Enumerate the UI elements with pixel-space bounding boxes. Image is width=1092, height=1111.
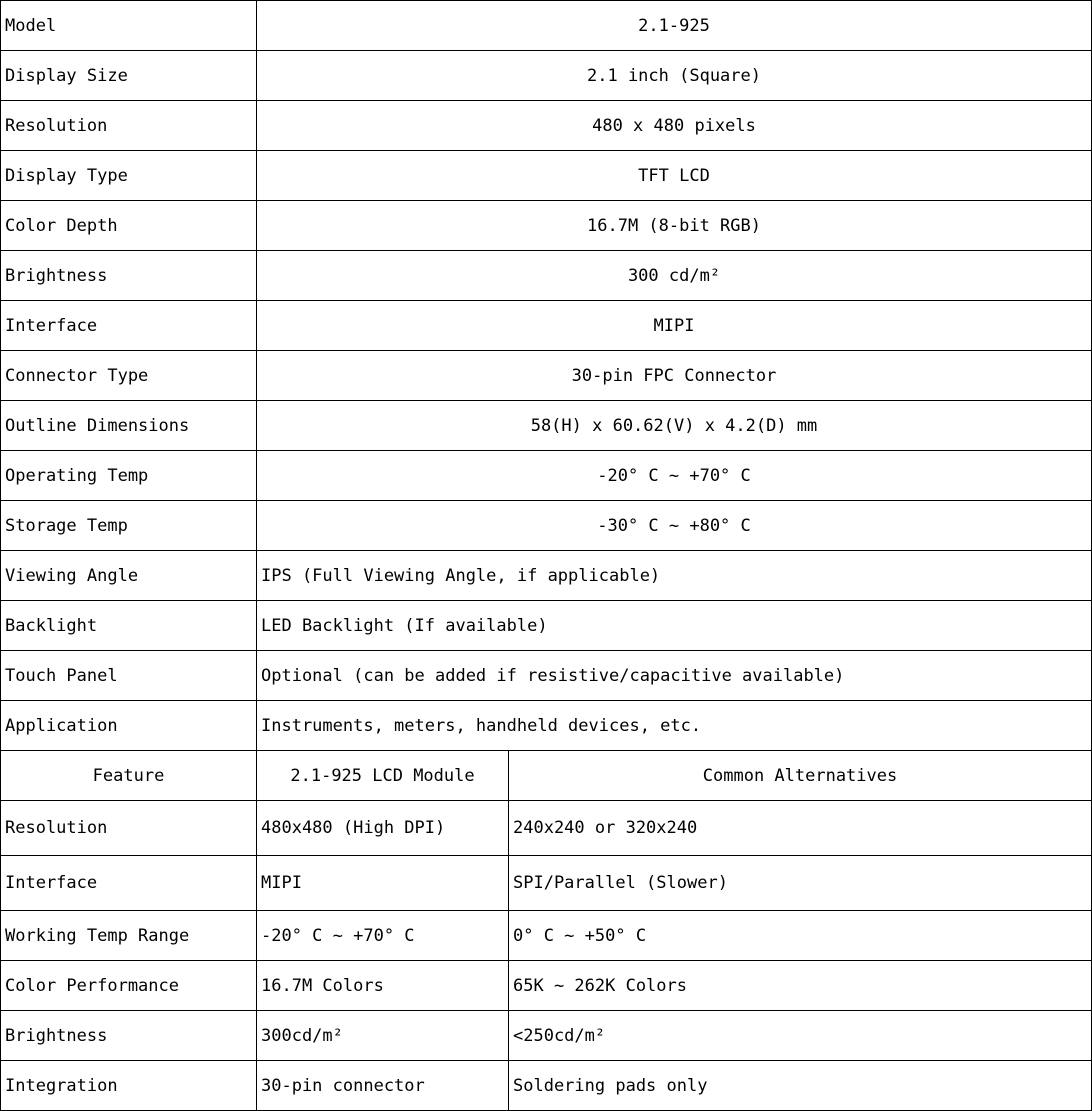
spec-row-color-depth [1, 201, 1092, 251]
comparison-module-value: 30-pin connector [257, 1061, 509, 1111]
spec-row-operating-temp [1, 451, 1092, 501]
spec-row-connector-type [1, 351, 1092, 401]
spec-label: Operating Temp [1, 451, 257, 501]
spec-row-brightness [1, 251, 1092, 301]
spec-value: MIPI [257, 301, 1092, 351]
spec-label: Brightness [1, 251, 257, 301]
comparison-feature: Interface [1, 856, 257, 911]
spec-row-interface [1, 301, 1092, 351]
header-module: 2.1-925 LCD Module [257, 751, 509, 801]
spec-label: Display Size [1, 51, 257, 101]
spec-row-viewing-angle [1, 551, 1092, 601]
comparison-alternative-value: 0° C ~ +50° C [509, 911, 1092, 961]
spec-label: Display Type [1, 151, 257, 201]
spec-value: TFT LCD [257, 151, 1092, 201]
spec-label: Outline Dimensions [1, 401, 257, 451]
comparison-feature: Color Performance [1, 961, 257, 1011]
spec-row-resolution [1, 101, 1092, 151]
comparison-module-value: 480x480 (High DPI) [257, 801, 509, 856]
comparison-feature: Integration [1, 1061, 257, 1111]
spec-value: Optional (can be added if resistive/capacitive available) [257, 651, 1092, 701]
comparison-alternative-value: Soldering pads only [509, 1061, 1092, 1111]
header-alternatives: Common Alternatives [509, 751, 1092, 801]
spec-value: 2.1 inch (Square) [257, 51, 1092, 101]
comparison-alternative-value: 240x240 or 320x240 [509, 801, 1092, 856]
spec-value: 300 cd/m² [257, 251, 1092, 301]
comparison-header-row [1, 751, 1092, 801]
comparison-row-working-temp [1, 911, 1092, 961]
comparison-row-integration [1, 1061, 1092, 1111]
spec-value: -30° C ~ +80° C [257, 501, 1092, 551]
spec-label: Color Depth [1, 201, 257, 251]
comparison-feature: Brightness [1, 1011, 257, 1061]
comparison-row-color-performance [1, 961, 1092, 1011]
comparison-alternative-value: <250cd/m² [509, 1011, 1092, 1061]
comparison-feature: Resolution [1, 801, 257, 856]
spec-value: IPS (Full Viewing Angle, if applicable) [257, 551, 1092, 601]
spec-label: Interface [1, 301, 257, 351]
comparison-alternative-value: SPI/Parallel (Slower) [509, 856, 1092, 911]
spec-label: Touch Panel [1, 651, 257, 701]
spec-row-touch-panel [1, 651, 1092, 701]
spec-value: -20° C ~ +70° C [257, 451, 1092, 501]
comparison-module-value: MIPI [257, 856, 509, 911]
spec-label: Backlight [1, 601, 257, 651]
spec-value: 58(H) x 60.62(V) x 4.2(D) mm [257, 401, 1092, 451]
comparison-row-interface [1, 856, 1092, 911]
spec-label: Connector Type [1, 351, 257, 401]
comparison-row-resolution [1, 801, 1092, 856]
spec-value: LED Backlight (If available) [257, 601, 1092, 651]
spec-value: 16.7M (8-bit RGB) [257, 201, 1092, 251]
spec-label: Resolution [1, 101, 257, 151]
comparison-row-brightness [1, 1011, 1092, 1061]
spec-row-model [1, 1, 1092, 51]
comparison-alternative-value: 65K ~ 262K Colors [509, 961, 1092, 1011]
header-feature: Feature [1, 751, 257, 801]
spec-label: Storage Temp [1, 501, 257, 551]
spec-value: Instruments, meters, handheld devices, etc. [257, 701, 1092, 751]
spec-row-storage-temp [1, 501, 1092, 551]
spec-label: Application [1, 701, 257, 751]
comparison-module-value: 16.7M Colors [257, 961, 509, 1011]
spec-value: 30-pin FPC Connector [257, 351, 1092, 401]
spec-value: 480 x 480 pixels [257, 101, 1092, 151]
spec-row-application [1, 701, 1092, 751]
spec-row-display-type [1, 151, 1092, 201]
spec-row-backlight [1, 601, 1092, 651]
spec-label: Model [1, 1, 257, 51]
spec-row-outline-dimensions [1, 401, 1092, 451]
comparison-feature: Working Temp Range [1, 911, 257, 961]
comparison-module-value: 300cd/m² [257, 1011, 509, 1061]
comparison-module-value: -20° C ~ +70° C [257, 911, 509, 961]
spec-value: 2.1-925 [257, 1, 1092, 51]
spec-row-display-size [1, 51, 1092, 101]
spec-label: Viewing Angle [1, 551, 257, 601]
